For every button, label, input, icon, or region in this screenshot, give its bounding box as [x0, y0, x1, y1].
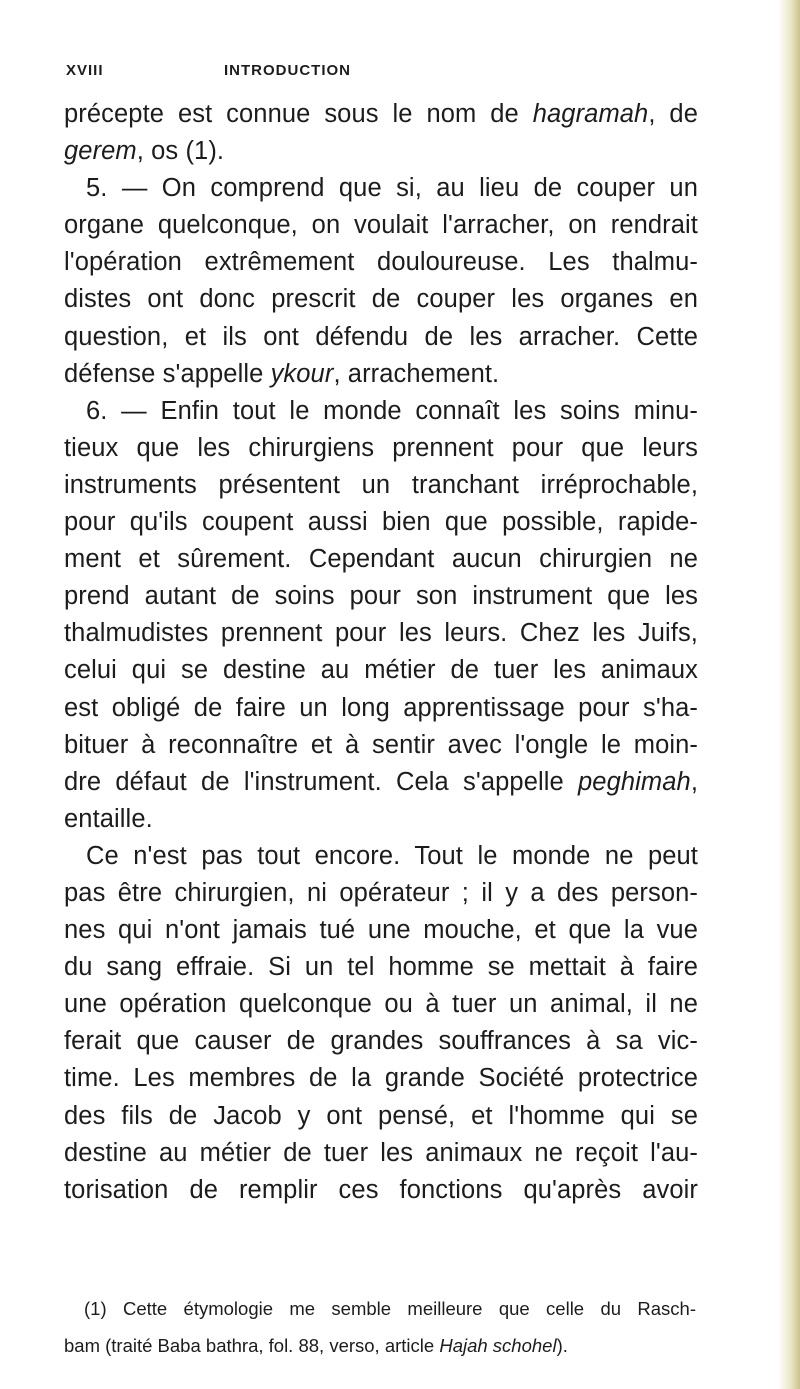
text-run: organe quelconque, on voulait l'arracher, on rendrait [64, 211, 698, 240]
text-run: ferait que causer de grandes souffrances à sa vic- [64, 1027, 698, 1056]
text-run: nes qui n'ont jamais tué une mouche, et que la vue [64, 916, 698, 945]
text-run: , de [648, 100, 698, 128]
text-run: précepte est connue sous le nom de [64, 100, 533, 128]
text-line [64, 615, 698, 652]
text-run: du sang effraie. Si un tel homme se mettait à faire [64, 953, 698, 982]
text-line [64, 467, 698, 504]
text-line [64, 244, 698, 281]
page-edge-shadow [778, 0, 800, 1389]
text-run: time. Les membres de la grande Société protectrice [64, 1064, 698, 1093]
text-run: 5. — On comprend que si, au lieu de couper un [86, 174, 698, 203]
footnote-line [64, 1333, 696, 1370]
text-run: , [690, 767, 698, 796]
text-run: thalmudistes prennent pour les leurs. Chez les Juifs, [64, 619, 698, 648]
text-run: une opération quelconque ou à tuer un animal, il ne [64, 990, 698, 1019]
text-run: distes ont donc prescrit de couper les organes en [64, 285, 698, 314]
text-run: ). [556, 1335, 568, 1357]
text-line [64, 96, 698, 133]
italic-term: hagramah [532, 100, 649, 128]
text-line [64, 281, 698, 318]
text-line [64, 319, 698, 356]
text-line [64, 690, 698, 727]
text-run: celui qui se destine au métier de tuer les animaux [64, 656, 698, 685]
text-run: entaille. [64, 804, 153, 833]
text-line [64, 1098, 698, 1135]
text-line [64, 838, 698, 875]
text-run: question, et ils ont défendu de les arracher. Cette [64, 322, 698, 351]
text-line [64, 652, 698, 689]
italic-term: peghimah [578, 767, 691, 796]
text-line [64, 801, 698, 838]
text-run: Ce n'est pas tout encore. Tout le monde ne peut [86, 841, 698, 870]
text-run: pas être chirurgien, ni opérateur ; il y a des person- [64, 878, 698, 907]
text-line [64, 504, 698, 541]
page-number: XVIII [66, 62, 104, 79]
text-run: torisation de remplir ces fonctions qu'après avoir [64, 1175, 698, 1204]
text-line [64, 1135, 698, 1172]
italic-term: ykour [270, 359, 334, 388]
text-run: l'opération extrêmement douloureuse. Les thalmu- [64, 248, 698, 277]
text-run: pour qu'ils coupent aussi bien que possible, rapide- [64, 508, 698, 537]
text-line [64, 764, 698, 801]
italic-term: Hajah schohel [439, 1335, 557, 1357]
footnote-line [84, 1296, 696, 1333]
text-run: (1) Cette étymologie me semble meilleure que celle du Rasch- [84, 1298, 696, 1319]
text-run: , os (1). [136, 137, 225, 166]
text-line [64, 133, 698, 170]
text-line [64, 875, 698, 912]
text-line [64, 1060, 698, 1097]
text-run: , arrachement. [333, 359, 500, 388]
text-run: bam (traité Baba bathra, fol. 88, verso, article [64, 1335, 440, 1357]
text-line [64, 207, 698, 244]
text-run: instruments présentent un tranchant irréprochable, [64, 470, 698, 499]
body-text [64, 96, 698, 1209]
footnotes [64, 1296, 696, 1370]
text-run: 6. — Enfin tout le monde connaît les soins minu- [86, 396, 698, 425]
italic-term: gerem [64, 137, 137, 166]
text-line [64, 393, 698, 430]
text-line [64, 430, 698, 467]
text-line [64, 949, 698, 986]
text-line [64, 912, 698, 949]
text-run: ment et sûrement. Cependant aucun chirurgien ne [64, 545, 698, 574]
text-run: prend autant de soins pour son instrument que les [64, 582, 698, 611]
text-line [64, 356, 698, 393]
text-run: tieux que les chirurgiens prennent pour que leurs [64, 433, 698, 462]
text-line [64, 1172, 698, 1209]
text-line [64, 1023, 698, 1060]
text-run: est obligé de faire un long apprentissage pour s'ha- [64, 693, 698, 722]
running-title: INTRODUCTION [224, 62, 351, 79]
text-run: bituer à reconnaître et à sentir avec l'ongle le moin- [64, 730, 698, 759]
text-run: défense s'appelle [64, 359, 271, 388]
text-line [64, 578, 698, 615]
page-header [66, 62, 686, 82]
text-run: dre défaut de l'instrument. Cela s'appelle [64, 767, 578, 796]
text-line [64, 170, 698, 207]
text-run: des fils de Jacob y ont pensé, et l'homme qui se [64, 1101, 698, 1130]
text-line [64, 986, 698, 1023]
text-run: destine au métier de tuer les animaux ne reçoit l'au- [64, 1138, 698, 1167]
text-line [64, 541, 698, 578]
text-line [64, 727, 698, 764]
